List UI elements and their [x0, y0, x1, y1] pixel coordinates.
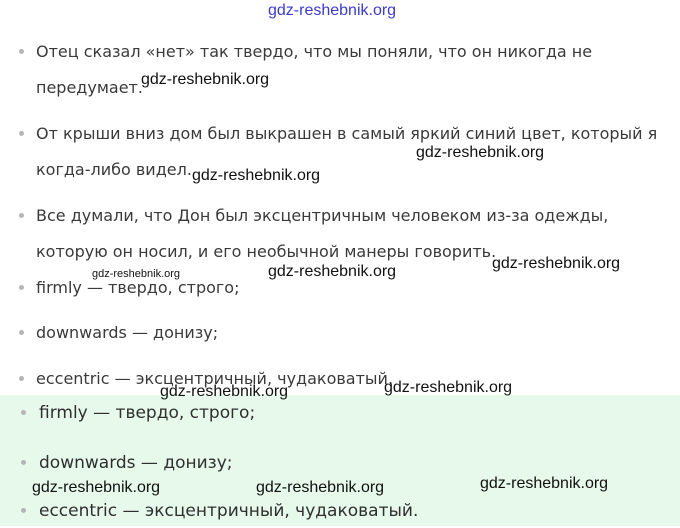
watermark: gdz-reshebnik.org [416, 144, 545, 161]
bullet-icon [19, 131, 24, 136]
bullet-icon [19, 49, 24, 54]
bullet-icon [21, 460, 26, 465]
watermark: gdz-reshebnik.org [160, 383, 289, 400]
list-item-line: Все думали, что Дон был эксцентричным человеком из-за одежды, [36, 206, 609, 225]
watermark: gdz-reshebnik.org [384, 379, 513, 396]
list-item-line: От крыши вниз дом был выкрашен в самый яркий синий цвет, который я [36, 124, 658, 143]
watermark: gdz-reshebnik.org [256, 479, 385, 496]
watermark: gdz-reshebnik.org [141, 71, 270, 88]
bullet-icon [19, 376, 24, 381]
bullet-icon [21, 410, 26, 415]
bullet-icon [19, 330, 24, 335]
list-item-line: которую он носил, и его необычной манеры говорить. [36, 242, 497, 261]
watermark: gdz-reshebnik.org [268, 263, 397, 280]
vocab-item: eccentric — эксцентричный, чудаковатый. [36, 369, 394, 388]
bullet-icon [21, 508, 26, 513]
vocab-item: downwards — донизу; [36, 323, 219, 342]
list-item-line: Отец сказал «нет» так твердо, что мы поняли, что он никогда не [36, 42, 593, 61]
watermark: gdz-reshebnik.org [92, 268, 181, 280]
vocab-item: eccentric — эксцентричный, чудаковатый. [39, 501, 419, 521]
watermark: gdz-reshebnik.org [480, 475, 609, 492]
watermark: gdz-reshebnik.org [492, 255, 621, 272]
list-item-line: передумает. [36, 78, 143, 97]
vocab-item: firmly — твердо, строго; [39, 403, 256, 423]
watermark: gdz-reshebnik.org [32, 479, 161, 496]
vocab-item: downwards — донизу; [39, 453, 233, 473]
list-item-line: когда-либо видел. [36, 160, 192, 179]
vocab-item: firmly — твердо, строго; [36, 278, 240, 297]
bullet-icon [19, 213, 24, 218]
bullet-icon [19, 285, 24, 290]
watermark: gdz-reshebnik.org [192, 167, 321, 184]
watermark: gdz-reshebnik.org [268, 2, 397, 19]
